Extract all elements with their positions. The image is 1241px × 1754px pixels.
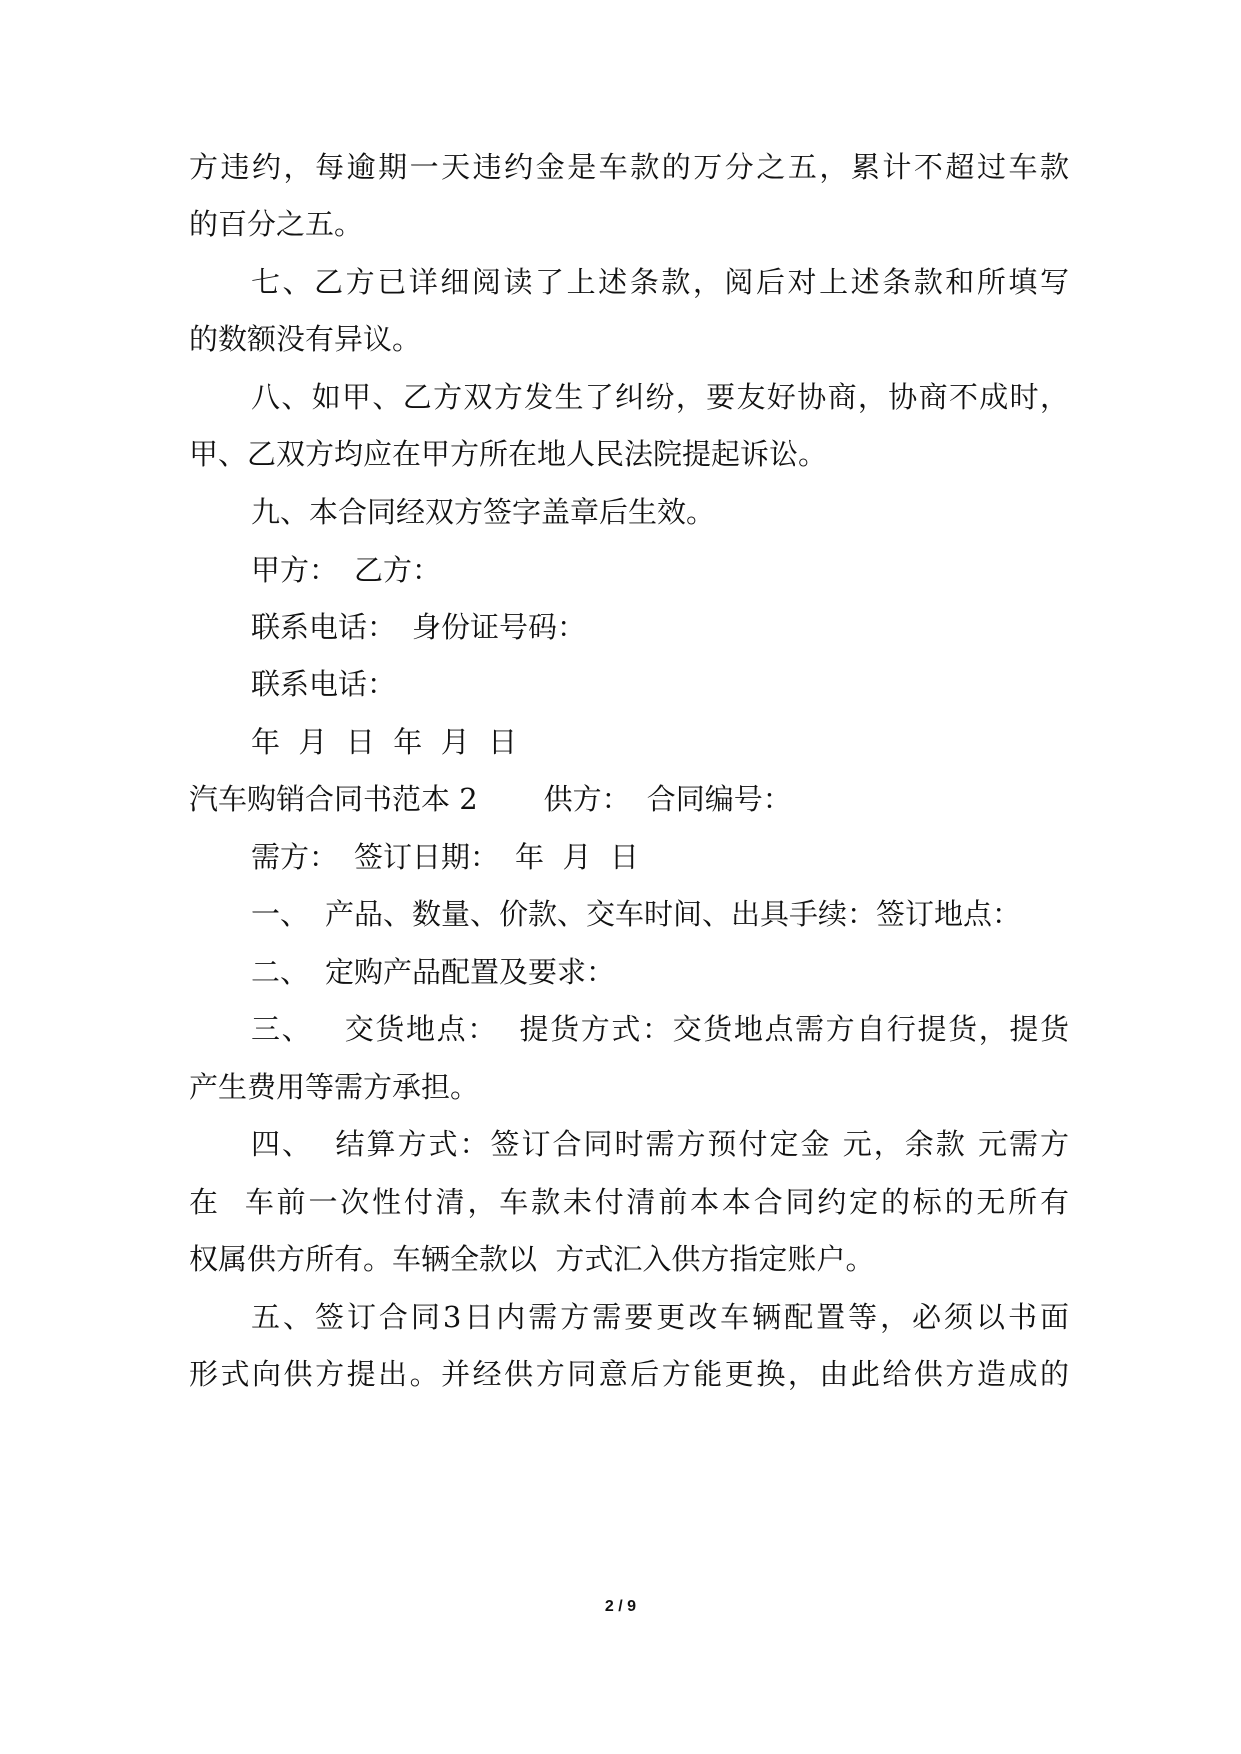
party-a-label: 甲方： xyxy=(251,553,339,587)
clause-one-line xyxy=(251,894,1069,934)
paragraph-line: 方违约，每逾期一天违约金是车款的万分之五，累计不超过车款 xyxy=(189,150,1069,184)
clause-number: 一、 xyxy=(251,897,310,931)
paragraph-line: 联系电话： xyxy=(251,667,397,701)
id-number-label: 身份证号码： xyxy=(412,610,587,644)
contract-number-label: 合同编号： xyxy=(646,782,792,816)
date-line: 年 月 日 年 月 日 xyxy=(251,725,518,759)
second-contract-header xyxy=(189,779,1069,819)
paragraph-line: 权属供方所有。车辆全款以 方式汇入供方指定账户。 xyxy=(189,1242,875,1276)
paragraph-line: 产生费用等需方承担。 xyxy=(189,1070,480,1104)
paragraph-line: 甲、乙双方均应在甲方所在地人民法院提起诉讼。 xyxy=(189,437,828,471)
paragraph-line: 五、签订合同3日内需方需要更改车辆配置等，必须以书面 xyxy=(251,1300,1069,1334)
paragraph-line: 九、本合同经双方签字盖章后生效。 xyxy=(251,495,716,529)
page-number: 2 / 9 xyxy=(604,1598,637,1615)
clause-number: 二、 xyxy=(251,955,310,989)
phone-label: 联系电话： xyxy=(251,610,397,644)
sign-date-label: 签订日期： xyxy=(354,840,500,874)
buyer-label: 需方： xyxy=(251,840,339,874)
paragraph-line: 八、如甲、乙方双方发生了纠纷，要友好协商，协商不成时， xyxy=(251,380,1069,414)
clause-text: 产品、数量、价款、交车时间、出具手续：签订地点： xyxy=(325,897,1022,931)
paragraph-line: 的数额没有异议。 xyxy=(189,322,422,356)
paragraph-line: 在 车前一次性付清，车款未付清前本本合同约定的标的无所有 xyxy=(189,1185,1069,1219)
clause-text: 定购产品配置及要求： xyxy=(325,955,616,989)
supplier-label: 供方： xyxy=(543,782,631,816)
buyer-line xyxy=(251,837,1069,877)
paragraph-line: 三、 交货地点： 提货方式：交货地点需方自行提货，提货 xyxy=(251,1012,1069,1046)
sign-date-value: 年 月 日 xyxy=(515,840,639,874)
signature-parties-line xyxy=(251,550,1069,590)
second-contract-title: 汽车购销合同书范本 2 xyxy=(189,782,478,816)
paragraph-line: 的百分之五。 xyxy=(189,207,364,241)
paragraph-line: 七、乙方已详细阅读了上述条款，阅后对上述条款和所填写 xyxy=(251,265,1069,299)
clause-two-line xyxy=(251,952,1069,992)
party-b-label: 乙方： xyxy=(354,553,442,587)
paragraph-line: 四、 结算方式：签订合同时需方预付定金 元，余款 元需方 xyxy=(251,1127,1069,1161)
paragraph-line: 形式向供方提出。并经供方同意后方能更换，由此给供方造成的 xyxy=(189,1357,1069,1391)
contact-id-line xyxy=(251,607,1069,647)
